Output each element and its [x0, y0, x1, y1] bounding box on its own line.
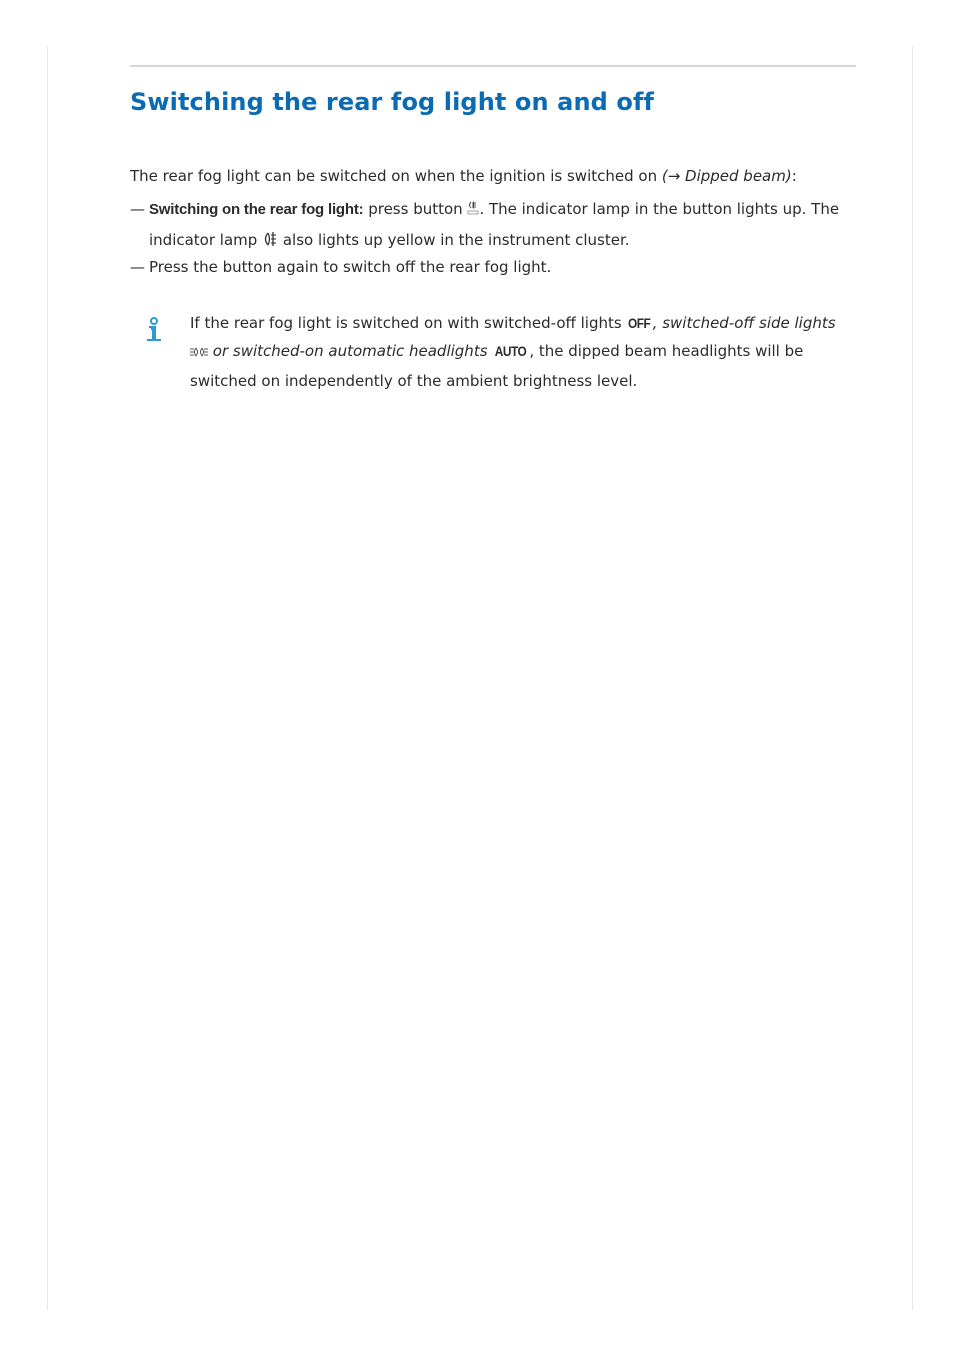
note-text-1a: If the rear fog light is switched on with switched-off lights	[190, 314, 627, 332]
rear-fog-button-icon	[467, 197, 479, 226]
note-line-3: switched on independently of the ambient brightness level.	[190, 372, 638, 390]
dipped-beam-link[interactable]: (→ Dipped beam)	[661, 167, 792, 185]
auto-symbol: AUTO	[495, 343, 527, 359]
step-text-a: press button	[363, 200, 468, 218]
note-text-1b: , switched-off side lights	[652, 314, 836, 332]
note-text-2b: , the dipped beam headlights will be	[529, 342, 804, 360]
info-icon	[143, 316, 165, 344]
note-text-2a: or switched-on automatic headlights	[208, 342, 493, 360]
section-heading: Switching the rear fog light on and off	[130, 88, 655, 116]
info-note	[190, 309, 870, 395]
off-symbol: OFF	[628, 315, 651, 331]
step-bold-lead: Switching on the rear fog light:	[149, 201, 364, 218]
step-text-b: . The indicator lamp in the button lights up. The	[479, 200, 840, 218]
step-dash: —	[130, 258, 145, 276]
step-line2-b: also lights up yellow in the instrument cluster.	[278, 231, 630, 249]
left-margin-line	[47, 46, 48, 1310]
step-switch-on	[130, 195, 870, 257]
intro-paragraph	[130, 162, 797, 190]
step-line2-a: indicator lamp	[149, 231, 263, 249]
intro-text: The rear fog light can be switched on when the ignition is switched on	[130, 167, 662, 185]
right-margin-line	[912, 46, 913, 1310]
step-dash: —	[130, 200, 145, 218]
top-rule	[130, 65, 856, 67]
intro-suffix: :	[791, 167, 797, 185]
note-line-1	[190, 309, 870, 337]
step-switch-off	[130, 253, 870, 282]
step-line-1	[130, 195, 870, 226]
step-text: Press the button again to switch off the rear fog light.	[149, 258, 552, 276]
side-lights-icon	[190, 339, 208, 367]
note-line-2	[190, 337, 870, 367]
